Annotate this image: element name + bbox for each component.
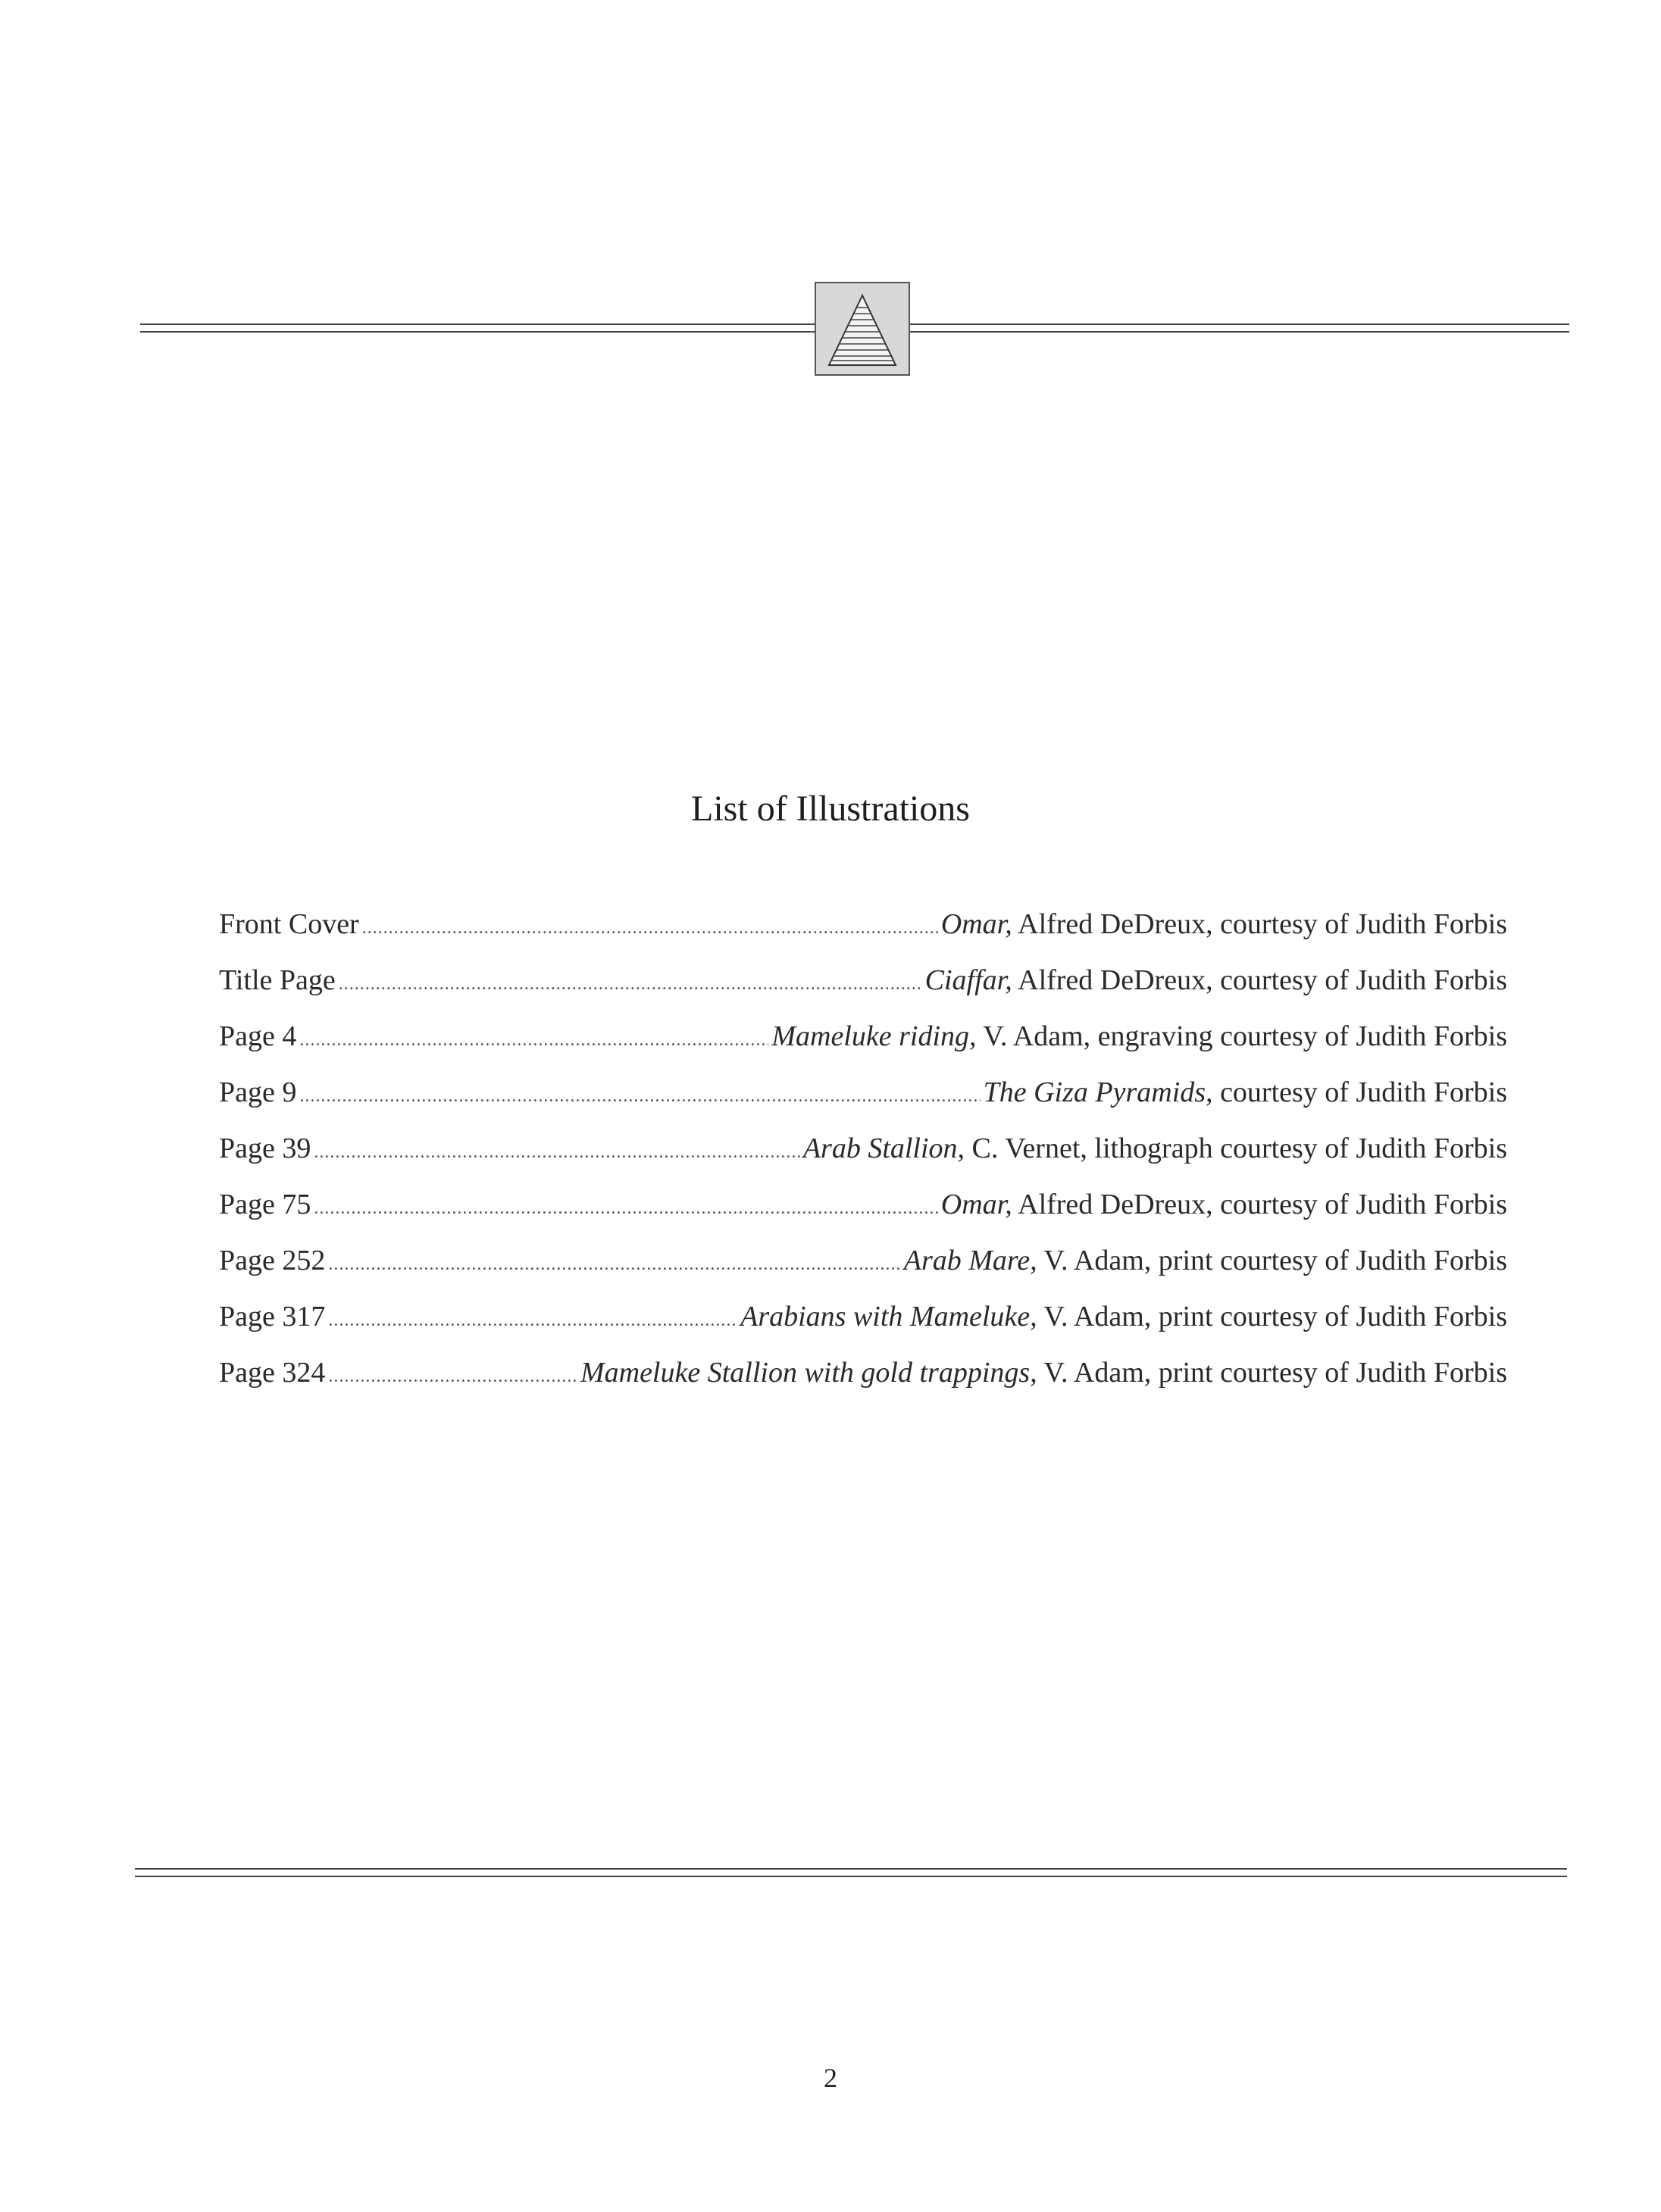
dot-leader	[328, 1254, 900, 1275]
list-item	[219, 1188, 1507, 1244]
entry-work-title: Mameluke Stallion with gold trappings,	[580, 1357, 1037, 1389]
entry-description	[984, 1076, 1507, 1109]
entry-work-title: Arabians with Mameluke,	[740, 1301, 1037, 1333]
entry-work-title: Arab Mare,	[903, 1245, 1037, 1276]
entry-location: Page 317	[219, 1301, 326, 1333]
header-rule-right-bottom	[910, 331, 1569, 333]
entry-location: Page 252	[219, 1245, 326, 1276]
header-rule-right-top	[910, 323, 1569, 325]
header-rule-left-top	[140, 323, 815, 325]
entry-credit: Alfred DeDreux, courtesy of Judith Forbis	[1012, 908, 1507, 940]
entry-location: Page 324	[219, 1357, 326, 1389]
dot-leader	[339, 974, 922, 995]
entry-location: Page 39	[219, 1133, 311, 1164]
list-item	[219, 964, 1507, 1020]
entry-work-title: Mameluke riding,	[771, 1020, 977, 1052]
pyramid-icon	[815, 282, 910, 376]
entry-description	[904, 1244, 1507, 1277]
footer-rule-bottom	[135, 1876, 1567, 1877]
entry-credit: V. Adam, print courtesy of Judith Forbis	[1037, 1357, 1507, 1389]
entry-description	[580, 1356, 1507, 1389]
dot-leader	[299, 1086, 980, 1107]
dot-leader	[314, 1142, 799, 1163]
entry-work-title: The Giza Pyramids,	[983, 1076, 1213, 1108]
entry-location: Page 75	[219, 1189, 311, 1220]
entry-credit: Alfred DeDreux, courtesy of Judith Forbis	[1012, 964, 1507, 996]
list-item	[219, 1020, 1507, 1076]
list-item	[219, 1132, 1507, 1188]
dot-leader	[314, 1198, 937, 1219]
list-item	[219, 908, 1507, 964]
entry-work-title: Omar,	[940, 908, 1012, 940]
entry-credit: Alfred DeDreux, courtesy of Judith Forbis	[1012, 1189, 1507, 1220]
entry-description	[941, 908, 1507, 941]
entry-description	[803, 1132, 1507, 1165]
list-item	[219, 1076, 1507, 1132]
entry-location: Page 9	[219, 1076, 297, 1108]
illustrations-list	[219, 908, 1507, 1412]
entry-description	[771, 1020, 1507, 1053]
dot-leader	[362, 918, 938, 939]
entry-location: Front Cover	[219, 908, 359, 940]
entry-work-title: Omar,	[940, 1189, 1012, 1220]
footer-rule-top	[135, 1868, 1567, 1870]
entry-location: Page 4	[219, 1020, 297, 1052]
page-number: 2	[824, 2063, 837, 2093]
entry-description	[925, 964, 1507, 997]
entry-credit: V. Adam, print courtesy of Judith Forbis	[1037, 1301, 1507, 1333]
page-title: List of Illustrations	[691, 789, 970, 829]
entry-location: Title Page	[219, 964, 336, 996]
entry-work-title: Arab Stallion,	[802, 1133, 965, 1164]
header-rule-left-bottom	[140, 331, 815, 333]
list-item	[219, 1244, 1507, 1300]
entry-credit: V. Adam, engraving courtesy of Judith Forbis	[976, 1020, 1507, 1052]
entry-work-title: Ciaffar,	[924, 964, 1012, 996]
entry-credit: courtesy of Judith Forbis	[1212, 1076, 1507, 1108]
dot-leader	[328, 1311, 737, 1331]
entry-credit: C. Vernet, lithograph courtesy of Judith Forbis	[965, 1133, 1507, 1164]
entry-description	[740, 1300, 1507, 1333]
dot-leader	[328, 1367, 577, 1387]
entry-credit: V. Adam, print courtesy of Judith Forbis	[1037, 1245, 1507, 1276]
entry-description	[941, 1188, 1507, 1221]
dot-leader	[299, 1030, 768, 1051]
list-item	[219, 1300, 1507, 1356]
list-item	[219, 1356, 1507, 1412]
